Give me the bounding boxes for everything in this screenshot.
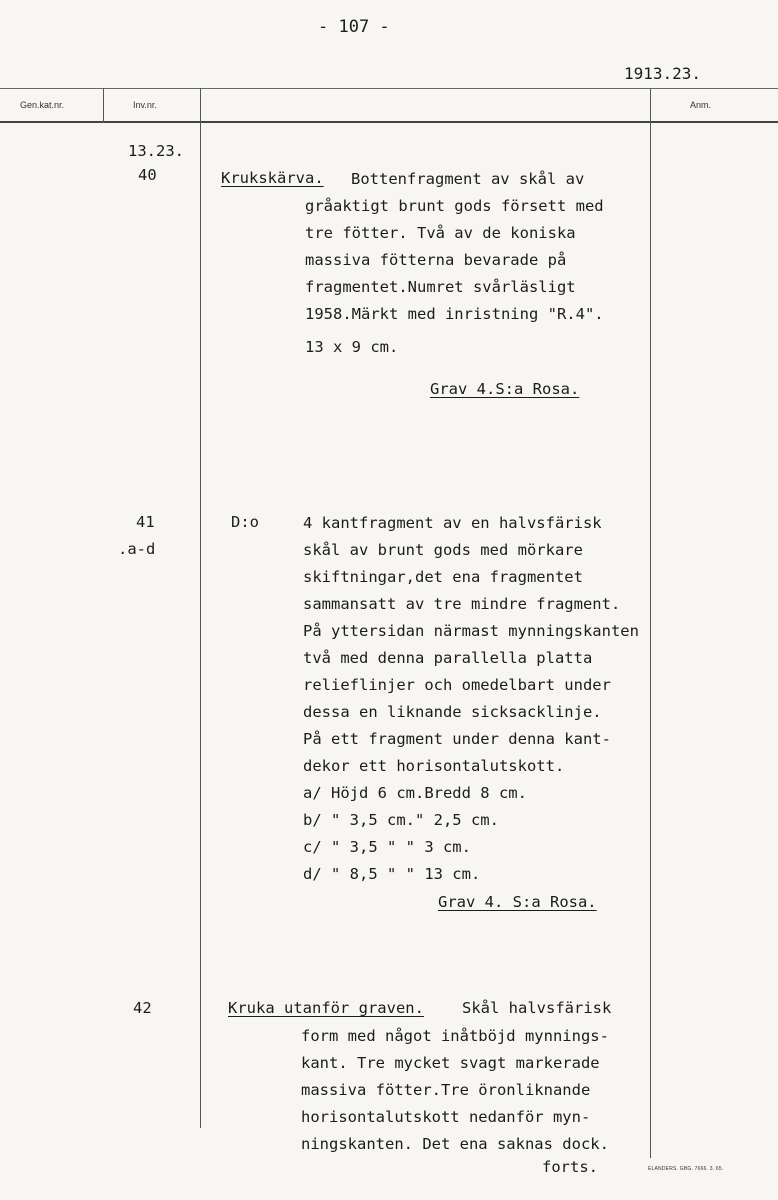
text-line: Bottenfragment av skål av — [351, 170, 585, 188]
text-line: c/ " 3,5 " " 3 cm. — [303, 838, 471, 856]
text-line: På ett fragment under denna kant- — [303, 730, 611, 748]
entry-1-location: Grav 4.S:a Rosa. — [430, 380, 580, 398]
text-line: På yttersidan närmast mynningskanten — [303, 622, 639, 640]
text-line: form med något inåtböjd mynnings- — [301, 1027, 609, 1045]
text-line: 4 kantfragment av en halvsfärisk — [303, 514, 602, 532]
text-line: a/ Höjd 6 cm.Bredd 8 cm. — [303, 784, 527, 802]
text-line: massiva fötter.Tre öronliknande — [301, 1081, 591, 1099]
text-line: sammansatt av tre mindre fragment. — [303, 595, 621, 613]
entry-3-text — [301, 1023, 609, 1158]
year-header: 1913.23. — [624, 64, 702, 83]
text-line: kant. Tre mycket svagt markerade — [301, 1054, 600, 1072]
continued-label: forts. — [542, 1158, 598, 1176]
col-header-anm: Anm. — [690, 100, 712, 110]
text-line: 13 x 9 cm. — [305, 338, 399, 356]
entry-3-title: Kruka utanför graven. — [228, 999, 424, 1017]
text-line: relieflinjer och omedelbart under — [303, 676, 611, 694]
text-line: tre fötter. Två av de koniska — [305, 224, 576, 242]
col-divider-main — [200, 88, 201, 1128]
header-underline — [0, 121, 778, 123]
entry-2-text — [303, 510, 639, 888]
text-line: horisontalutskott nedanför myn- — [301, 1108, 591, 1126]
col-header-gen-kat: Gen.kat.nr. — [20, 100, 65, 110]
entry-2-location: Grav 4. S:a Rosa. — [438, 893, 597, 911]
entry-3-first-line: Skål halvsfärisk — [462, 999, 612, 1017]
text-line: d/ " 8,5 " " 13 cm. — [303, 865, 481, 883]
entry-1-inv-number: 13.23. — [128, 142, 184, 160]
entry-2-inv-number: 41 — [136, 513, 155, 531]
text-line: 1958.Märkt med inristning "R.4". — [305, 305, 604, 323]
page-number: - 107 - — [318, 17, 390, 37]
entry-3-inv-number: 42 — [133, 999, 152, 1017]
text-line: fragmentet.Numret svårläsligt — [305, 278, 576, 296]
text-line: skiftningar,det ena fragmentet — [303, 568, 583, 586]
col-header-inv: Inv.nr. — [133, 100, 157, 110]
text-line: två med denna parallella platta — [303, 649, 593, 667]
col-divider-inv — [103, 88, 104, 123]
entry-2-title: D:o — [231, 513, 259, 531]
text-line: skål av brunt gods med mörkare — [303, 541, 583, 559]
entry-1-title: Krukskärva. — [221, 169, 324, 187]
entry-1-inv-subnumber: 40 — [138, 166, 157, 184]
text-line: gråaktigt brunt gods försett med — [305, 197, 604, 215]
entry-2-inv-subnumber: .a-d — [118, 540, 156, 558]
printer-mark: ELANDERS. GBG. 7666. 3. 65. — [648, 1166, 724, 1172]
text-line: massiva fötterna bevarade på — [305, 251, 567, 269]
text-line: dessa en liknande sicksacklinje. — [303, 703, 602, 721]
col-divider-anm — [650, 88, 651, 1158]
text-line: b/ " 3,5 cm." 2,5 cm. — [303, 811, 499, 829]
header-rule — [0, 88, 778, 89]
text-line: dekor ett horisontalutskott. — [303, 757, 565, 775]
entry-1-text — [305, 166, 604, 361]
text-line: ningskanten. Det ena saknas dock. — [301, 1135, 609, 1153]
